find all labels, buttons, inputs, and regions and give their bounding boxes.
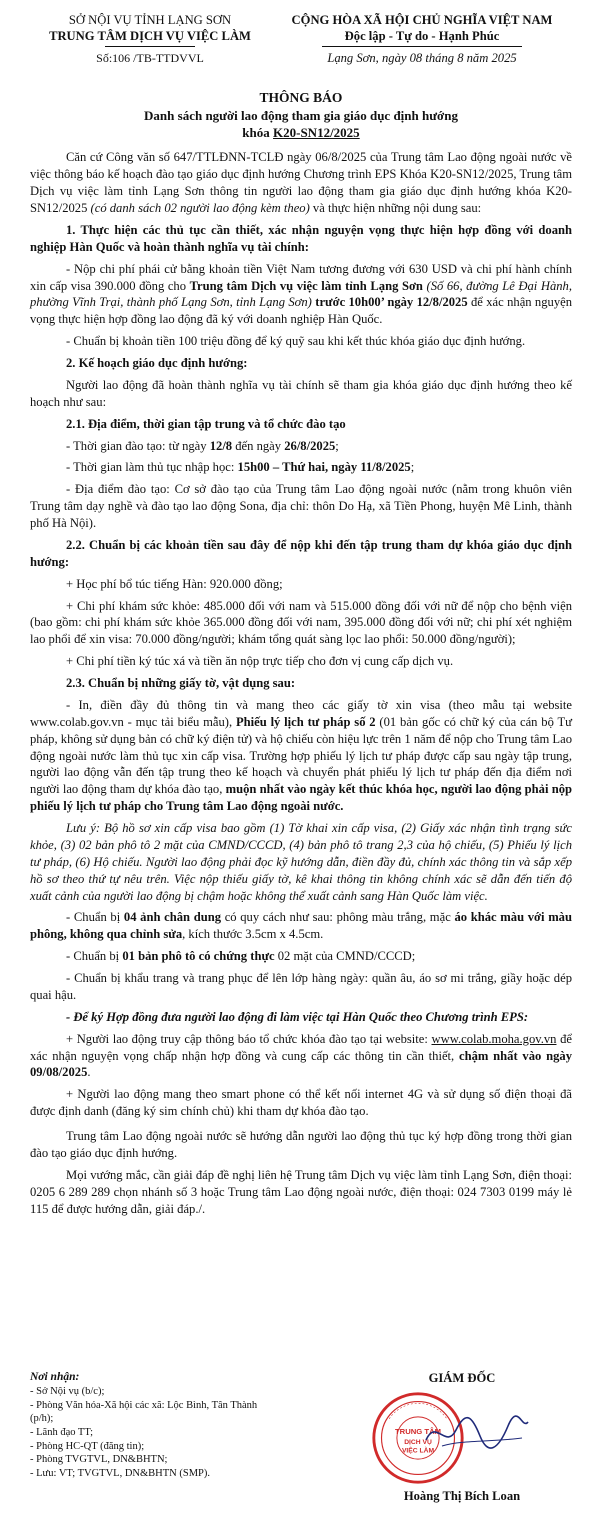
- document-footer: [30, 1370, 572, 1503]
- contract-heading: - Để ký Hợp đồng đưa người lao động đi làm việc tại Hàn Quốc theo Chương trình EPS:: [66, 1009, 529, 1024]
- motto: Độc lập - Tự do - Hạnh Phúc: [344, 29, 500, 44]
- recipients-block: [30, 1370, 280, 1480]
- title-course: khóa K20-SN12/2025: [242, 125, 360, 141]
- section-1-deposit: - Chuẩn bị khoản tiền 100 triệu đồng để ký quỹ sau khi kết thúc khóa giáo dục định hướng.: [66, 334, 526, 349]
- recipient-item: - Lưu: VT; TVGTVL, DN&BHTN (SMP).: [30, 1467, 211, 1479]
- recipient-item: - Lãnh đạo TT;: [30, 1426, 94, 1438]
- document-title: [30, 89, 572, 142]
- svg-text:DỊCH VỤ: DỊCH VỤ: [404, 1438, 432, 1446]
- section-2-2-heading: 2.2. Chuẩn bị các khoản tiền sau đây để nộp khi đến tập trung tham dự khóa giáo dục định hướng:: [30, 537, 572, 569]
- country-name: CỘNG HÒA XÃ HỘI CHỦ NGHĨA VIỆT NAM: [291, 13, 553, 27]
- signer-role: GIÁM ĐỐC: [428, 1371, 496, 1385]
- visa-documents: - In, điền đầy đủ thông tin và mang theo các giấy tờ xin visa (theo mẫu tại website www.colab.gov.vn - mục tải biểu mẫu), Phiếu lý lịch tư pháp số 2 (01 bản gốc có chữ ký của cán bộ Tư pháp, không sử dụng bản có chữ ký điện tử) và hộ chiếu còn hiệu lực trên 1 năm để nộp cho Trung tâm Lao động ngoài nước làm thủ tục xin cấp visa. Trường hợp phiếu lý lịch tư pháp được cấp sau ngày tập trung, người lao động vẫn đến tập trung theo kế hoạch và chuyển phát phiếu lý lịch tư pháp đến địa điểm nơi người lao động tham dự khóa đào tạo, muộn nhất vào ngày kết thúc khóa học, người lao động phải nộp phiếu lý lịch tư pháp cho Trung tâm Lao động ngoài nước.: [30, 697, 573, 814]
- section-2-3-heading: 2.3. Chuẩn bị những giấy tờ, vật dụng sau:: [66, 676, 296, 691]
- title-subject: Danh sách người lao động tham gia giáo dục định hướng: [144, 107, 458, 123]
- course-code: K20-SN12/2025: [273, 125, 360, 141]
- signer-name: Hoàng Thị Bích Loan: [403, 1489, 521, 1503]
- document-date: Lạng Sơn, ngày 08 tháng 8 năm 2025: [327, 50, 517, 65]
- colab-link[interactable]: www.colab.moha.gov.vn: [431, 1031, 557, 1046]
- intro-paragraph: Căn cứ Công văn số 647/TTLĐNN-TCLĐ ngày 06/8/2025 của Trung tâm Lao động ngoài nước về việc thông báo kế hoạch đào tạo giáo dục định hướng Chương trình EPS Khóa K20-SN12/2025, Trung tâm Dịch vụ việc làm tỉnh Lạng Sơn thông tin người lao động tham gia giáo dục định hướng khóa K20-SN12/2025 (có danh sách 02 người lao động kèm theo) và thực hiện những nội dung sau:: [30, 150, 572, 216]
- id-copy-requirement: - Chuẩn bị 01 bản phô tô có chứng thực 02 mặt của CMND/CCCD;: [66, 949, 416, 964]
- contract-website: + Người lao động truy cập thông báo tổ chức khóa đào tạo tại website: www.colab.moha.gov.vn để xác nhận nguyện vọng chấp nhận hợp đồng và cung cấp các thông tin cần thiết, chậm nhất vào ngày 09/08/2025.: [30, 1031, 572, 1080]
- section-2-intro: Người lao động đã hoàn thành nghĩa vụ tài chính sẽ tham gia khóa giáo dục định hướng theo kế hoạch như sau:: [30, 377, 572, 409]
- visa-note: Lưu ý: Bộ hồ sơ xin cấp visa bao gồm (1) Tờ khai xin cấp visa, (2) Giấy xác nhận tình trạng sức khỏe, (3) 02 bản phô tô 2 mặt của CMND/CCCD, (4) bản phô tô trang 2,3 của hộ chiếu, (5) Phiếu lý lịch tư pháp, (6) Hộ chiếu. Người lao động phải đọc kỹ hướng dẫn, điền đầy đủ, chính xác thông tin và sắp xếp hồ sơ theo thứ tự nêu trên. Việc nộp thiếu giấy tờ, kê khai thông tin không chính xác sẽ dẫn đến tiến độ xuất cảnh của người lao động bị chậm hoặc không thể xuất cảnh sang Hàn Quốc làm việc.: [30, 821, 572, 903]
- national-motto-block: [272, 12, 572, 67]
- section-2-heading: 2. Kế hoạch giáo dục định hướng:: [66, 356, 248, 371]
- svg-text:VIỆC LÀM: VIỆC LÀM: [401, 1447, 435, 1455]
- section-2-1-heading: 2.1. Địa điểm, thời gian tập trung và tổ chức đào tạo: [66, 416, 346, 431]
- recipient-item: - Phòng Văn hóa-Xã hội các xã: Lộc Bình, Tân Thành (p/h);: [30, 1399, 258, 1425]
- handwritten-signature-icon: [422, 1410, 532, 1460]
- signature-block: [352, 1370, 572, 1503]
- section-1-heading: 1. Thực hiện các thủ tục cần thiết, xác nhận nguyện vọng thực hiện hợp đồng với doanh nghiệp Hàn Quốc và hoàn thành nghĩa vụ tài chính:: [30, 222, 572, 254]
- closing-contact: Mọi vướng mắc, cần giải đáp đề nghị liên hệ Trung tâm Dịch vụ việc làm tỉnh Lạng Sơn, điện thoại: 0205 6 289 289 chọn nhánh số 3 hoặc Trung tâm Lao động ngoài nước, điện thoại: 024 7303 0199 máy lẻ 115 để được hướng dẫn, giải đáp./.: [30, 1167, 572, 1216]
- issuing-agency: TRUNG TÂM DỊCH VỤ VIỆC LÀM: [49, 29, 251, 44]
- training-location: - Địa điểm đào tạo: Cơ sở đào tạo của Trung tâm Lao động ngoài nước (nằm trong khuôn viên Trung tâm dạy nghề và đào tạo lao động Sona, địa chỉ: thôn Do Hạ, xã Tiền Phong, huyện Mê Linh, thành phố Hà Nội).: [30, 482, 572, 531]
- recipient-item: - Phòng TVGTVL, DN&BHTN;: [30, 1454, 168, 1466]
- svg-text:TRUNG TÂM: TRUNG TÂM: [394, 1427, 442, 1437]
- clothing-requirement: - Chuẩn bị khẩu trang và trang phục để lên lớp hàng ngày: quần âu, áo sơ mi trắng, giầy hoặc dép quai hậu.: [30, 971, 572, 1002]
- enrollment-time: - Thời gian làm thủ tục nhập học: 15h00 – Thứ hai, ngày 11/8/2025;: [66, 460, 415, 475]
- document-header: [30, 12, 572, 67]
- closing-guidance: Trung tâm Lao động ngoài nước sẽ hướng dẫn người lao động thủ tục ký hợp đồng trong thời gian đào tạo giáo dục định hướng.: [30, 1129, 572, 1160]
- contract-phone: + Người lao động mang theo smart phone có thể kết nối internet 4G và sử dụng số điện thoại đã được định danh (đăng ký sim chính chủ) khi tham dự khóa đào tạo.: [30, 1087, 572, 1119]
- document-number: Số:106 /TB-TTDVVL: [96, 50, 204, 65]
- recipients-heading: Nơi nhận:: [30, 1371, 80, 1383]
- fee-korean: + Học phí bổ túc tiếng Hàn: 920.000 đồng;: [66, 576, 283, 591]
- document-body: [30, 149, 572, 1217]
- training-time: - Thời gian đào tạo: từ ngày 12/8 đến ngày 26/8/2025;: [66, 438, 339, 453]
- issuer-underline: [105, 46, 195, 47]
- parent-agency: SỞ NỘI VỤ TỈNH LẠNG SƠN: [68, 13, 232, 27]
- title-main: THÔNG BÁO: [259, 89, 343, 105]
- photo-requirement: - Chuẩn bị 04 ảnh chân dung có quy cách như sau: phông màu trắng, mặc áo khác màu với màu phông, không qua chỉnh sửa, kích thước 3.5cm x 4.5cm.: [30, 910, 572, 942]
- recipient-item: - Sở Nội vụ (b/c);: [30, 1385, 105, 1397]
- section-1-payment: - Nộp chi phí phái cử bằng khoản tiền Việt Nam tương đương với 630 USD và chi phí hành chính xin cấp visa 390.000 đồng cho Trung tâm Dịch vụ việc làm tỉnh Lạng Sơn (Số 66, đường Lê Đại Hành, phường Vĩnh Trại, thành phố Lạng Sơn, tỉnh Lạng Sơn) trước 10h00’ ngày 12/8/2025 để xác nhận nguyện vọng thực hiện hợp đồng lao động đã ký với doanh nghiệp Hàn Quốc.: [30, 261, 573, 327]
- fee-health: + Chi phí khám sức khỏe: 485.000 đối với nam và 515.000 đồng đối với nữ để nộp cho bệnh viện (bao gồm: chi phí khám sức khỏe 365.000 đồng đối với nam, 395.000 đồng đối với nữ; chi phí xét nghiệm lao phổi để xin visa: 70.000 đồng/người; khám tổng quát sàng lọc lao phổi: 50.000 đồng/người);: [30, 598, 572, 647]
- motto-underline: [322, 46, 522, 47]
- recipient-item: - Phòng HC-QT (đăng tin);: [30, 1440, 145, 1452]
- fee-dorm: + Chi phí tiền ký túc xá và tiền ăn nộp trực tiếp cho đơn vị cung cấp dịch vụ.: [66, 654, 454, 669]
- issuer-block: [30, 12, 270, 67]
